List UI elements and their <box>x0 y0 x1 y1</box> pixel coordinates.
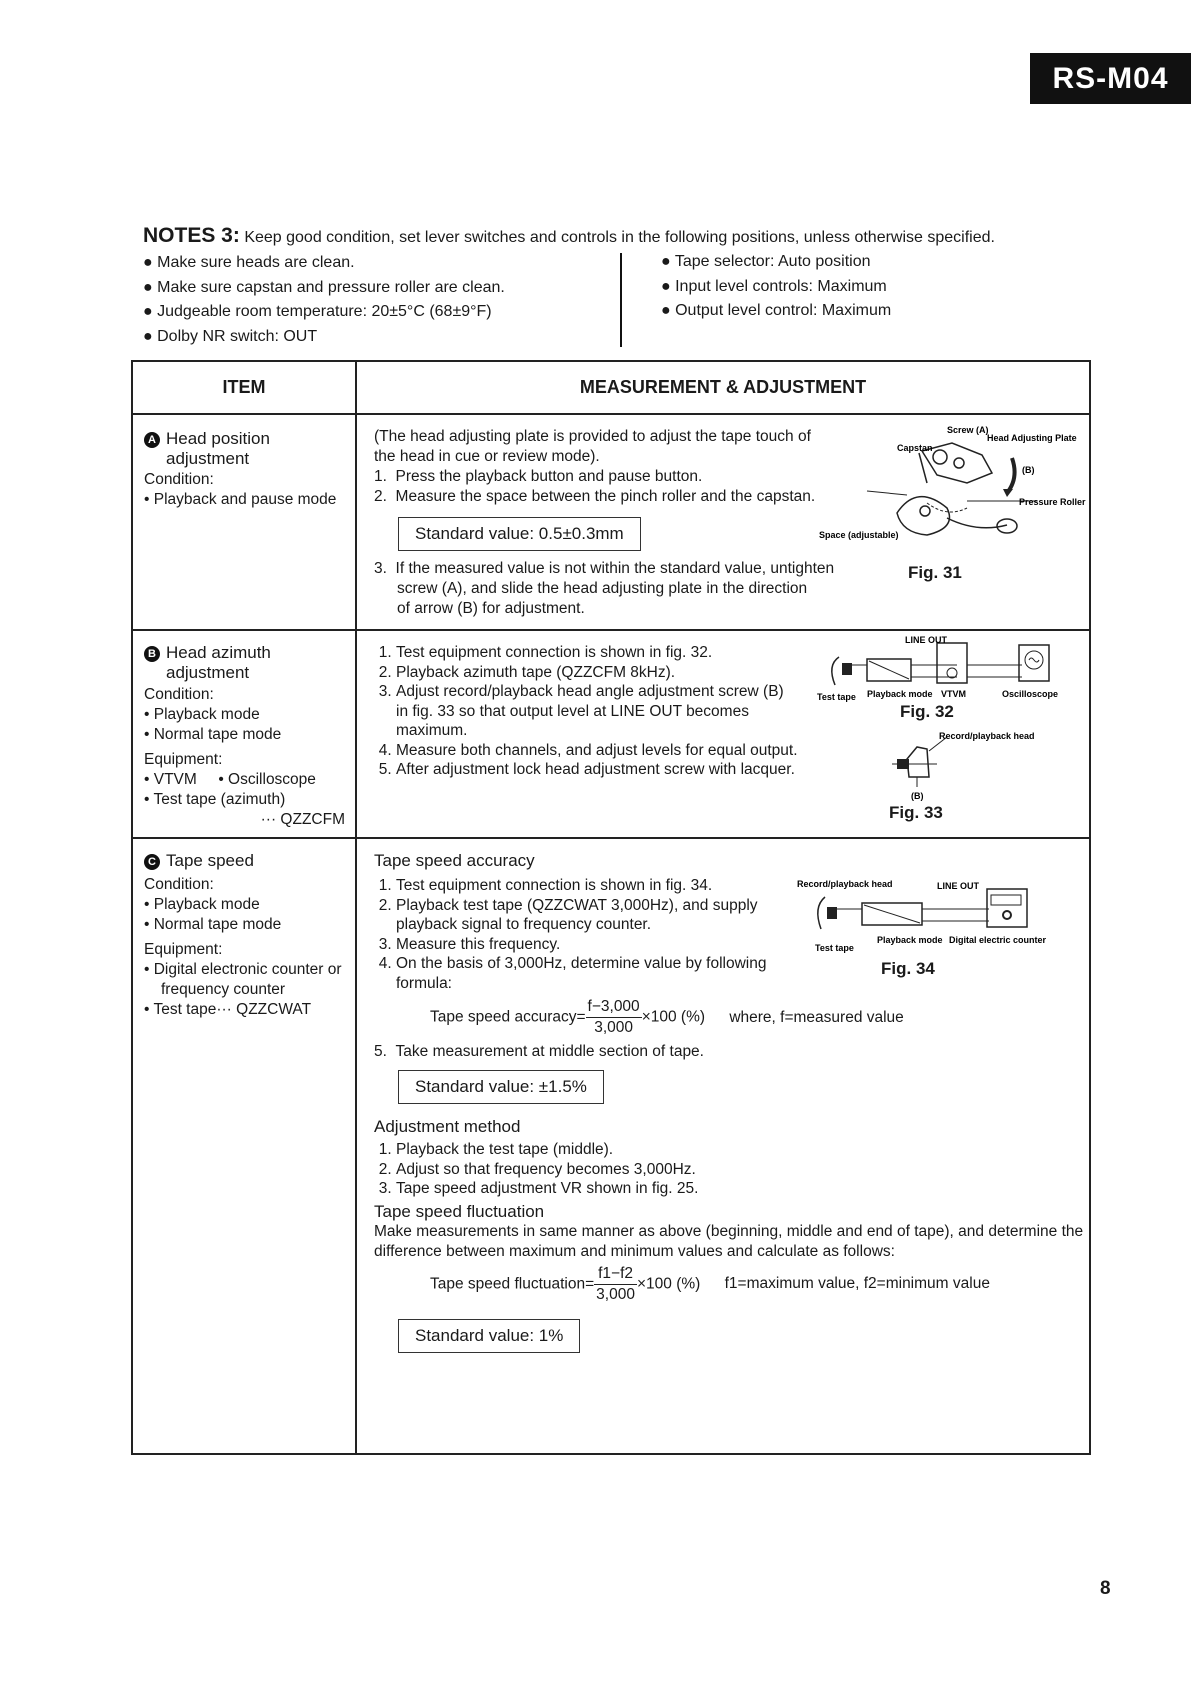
condition-label: Condition: <box>144 876 214 893</box>
fig34-lineout-label: LINE OUT <box>937 881 979 891</box>
fig32-caption: Fig. 32 <box>900 702 954 721</box>
fluctuation-formula: Tape speed fluctuation= $\frac{f1-f2}{3,000}$ ×100 (%) f1=maximum value, f2=minimum value <box>430 1264 990 1303</box>
fig33-head-label: Record/playback head <box>939 731 1035 741</box>
item-cell-b <box>132 630 356 838</box>
equipment-label: Equipment: <box>144 941 223 958</box>
fig31-b-label: (B) <box>1022 465 1035 475</box>
step-continuation: of arrow (B) for adjustment. <box>397 600 585 617</box>
header-measurement: MEASUREMENT & ADJUSTMENT <box>356 361 1090 414</box>
equipment-item: ··· QZZCFM <box>260 811 345 828</box>
accuracy-title: Tape speed accuracy <box>374 851 535 870</box>
condition-item: • Playback mode <box>144 896 260 913</box>
standard-value-box: Standard value: 1% <box>398 1319 580 1353</box>
fluctuation-text: difference between maximum and minimum values and calculate as follows: <box>374 1242 895 1260</box>
fig33-caption: Fig. 33 <box>889 803 943 822</box>
intro-line: (The head adjusting plate is provided to adjust the tape touch of <box>374 428 811 445</box>
step: 1. Test equipment connection is shown in fig. 32. <box>396 643 826 663</box>
item-title-a-line2: adjustment <box>166 449 250 468</box>
row-head-azimuth <box>132 630 1090 838</box>
condition-label: Condition: <box>144 471 214 488</box>
fig34-caption: Fig. 34 <box>881 959 935 978</box>
notes-intro-text: Keep good condition, set lever switches and controls in the following positions, unless otherwise specified. <box>244 229 995 246</box>
step: 3. Tape speed adjustment VR shown in fig. 25. <box>396 1179 1089 1199</box>
equipment-item: • VTVM • Oscilloscope <box>144 771 316 788</box>
fluctuation-title: Tape speed fluctuation <box>374 1201 545 1221</box>
step: 2. Playback azimuth tape (QZZCFM 8kHz). <box>396 663 826 683</box>
step-continuation: screw (A), and slide the head adjusting plate in the direction <box>397 580 808 597</box>
note-item: ● Dolby NR switch: OUT <box>143 327 318 345</box>
measure-cell-a <box>356 414 1090 630</box>
fig32-diagram <box>797 635 1077 705</box>
fig31-capstan-label: Capstan <box>897 443 933 453</box>
condition-item: • Playback mode <box>144 706 260 723</box>
fig31-caption: Fig. 31 <box>908 563 962 582</box>
accuracy-where: where, f=measured value <box>729 1008 904 1026</box>
step: 1. Press the playback button and pause button. <box>374 468 703 485</box>
step: 1. Test equipment connection is shown in fig. 34. <box>396 876 816 896</box>
fig31-plate-label: Head Adjusting Plate <box>987 433 1077 443</box>
note-item: ● Make sure heads are clean. <box>143 254 355 271</box>
equipment-item: • Test tape (azimuth) <box>144 791 286 808</box>
section-a-icon: A <box>144 432 160 448</box>
step: 4. On the basis of 3,000Hz, determine value by following formula: <box>396 954 816 993</box>
item-title-c: C Tape speed <box>144 851 345 871</box>
fig32-oscilloscope-label: Oscilloscope <box>1002 689 1059 699</box>
fluctuation-text: Make measurements in same manner as above (beginning, middle and end of tape), and determine the <box>374 1222 1084 1240</box>
fluctuation-where: f1=maximum value, f2=minimum value <box>724 1275 990 1293</box>
standard-value-box: Standard value: 0.5±0.3mm <box>398 517 641 551</box>
fig34-playback-label: Playback mode <box>877 935 943 945</box>
notes-right-list <box>661 250 891 324</box>
fig33-b-label: (B) <box>911 791 924 801</box>
fig32-lineout-label: LINE OUT <box>905 635 947 645</box>
equipment-item: • Test tape··· QZZCWAT <box>144 1001 312 1018</box>
fig34-head-label: Record/playback head <box>797 879 893 889</box>
notes-left-list <box>143 251 505 349</box>
step: 5. Take measurement at middle section of tape. <box>374 1043 704 1060</box>
item-title-b: B Head azimuth <box>144 643 345 663</box>
step: 2. Adjust so that frequency becomes 3,000Hz. <box>396 1160 1089 1180</box>
item-title-a: A Head position <box>144 429 345 449</box>
note-item: ● Make sure capstan and pressure roller are clean. <box>143 278 505 296</box>
note-item: ● Output level control: Maximum <box>661 302 892 319</box>
item-cell-c <box>132 838 356 1454</box>
measure-cell-b <box>356 630 1090 838</box>
step: 5. After adjustment lock head adjustment screw with lacquer. <box>396 760 826 780</box>
note-item: ● Input level controls: Maximum <box>661 277 887 295</box>
fig31-diagram <box>807 423 1087 553</box>
table-header-row <box>132 361 1090 414</box>
fig34-counter-label: Digital electric counter <box>949 935 1047 945</box>
notes-divider <box>620 253 622 347</box>
step: 3. If the measured value is not within the standard value, untighten <box>374 560 835 577</box>
fig34-diagram <box>777 877 1047 957</box>
condition-item: • Normal tape mode <box>144 916 282 933</box>
step: 3. Measure this frequency. <box>396 935 816 955</box>
model-badge: RS-M04 <box>1030 53 1191 104</box>
standard-value-box: Standard value: ±1.5% <box>398 1070 604 1104</box>
condition-item: • Normal tape mode <box>144 726 282 743</box>
note-item: ● Tape selector: Auto position <box>661 253 871 270</box>
notes-heading: NOTES 3: <box>143 224 240 247</box>
fig32-testtape-label: Test tape <box>817 692 856 702</box>
row-tape-speed <box>132 838 1090 1454</box>
condition-item: • Playback and pause mode <box>144 491 337 508</box>
measure-cell-c <box>356 838 1090 1454</box>
step: 4. Measure both channels, and adjust levels for equal output. <box>396 741 826 761</box>
fig34-testtape-label: Test tape <box>815 943 854 953</box>
fig31-roller-label: Pressure Roller <box>1019 497 1086 507</box>
step: 2. Measure the space between the pinch roller and the capstan. <box>374 488 816 505</box>
fig32-vtvm-label: VTVM <box>941 689 967 699</box>
condition-label: Condition: <box>144 686 214 703</box>
item-cell-a <box>132 414 356 630</box>
fig31-space-label: Space (adjustable) <box>819 530 899 540</box>
section-c-icon: C <box>144 854 160 870</box>
notes-intro <box>143 224 1143 248</box>
header-item: ITEM <box>132 361 356 414</box>
fig31-screw-label: Screw (A) <box>947 425 989 435</box>
step: 1. Playback the test tape (middle). <box>396 1140 1089 1160</box>
step: 2. Playback test tape (QZZCWAT 3,000Hz), and supply playback signal to frequency counter. <box>396 896 816 935</box>
section-b-icon: B <box>144 646 160 662</box>
fig32-playback-label: Playback mode <box>867 689 933 699</box>
fig33-diagram <box>887 729 1077 804</box>
note-item: ● Judgeable room temperature: 20±5°C (68±9°F) <box>143 303 492 320</box>
measurement-table <box>131 360 1091 1455</box>
equipment-item: frequency counter <box>161 981 286 998</box>
step: 3. Adjust record/playback head angle adjustment screw (B) in fig. 33 so that output level at LINE OUT becomes maximum. <box>396 682 826 741</box>
accuracy-formula: Tape speed accuracy= $\frac{f-3,000}{3,000}$ ×100 (%) where, f=measured value <box>430 998 904 1036</box>
equipment-item: • Digital electronic counter or <box>144 961 342 978</box>
adjustment-title: Adjustment method <box>374 1117 521 1136</box>
row-head-position <box>132 414 1090 630</box>
equipment-label: Equipment: <box>144 751 223 768</box>
intro-line: the head in cue or review mode). <box>374 448 600 465</box>
page-number: 8 <box>1100 1578 1111 1599</box>
item-title-b-line2: adjustment <box>166 663 250 682</box>
